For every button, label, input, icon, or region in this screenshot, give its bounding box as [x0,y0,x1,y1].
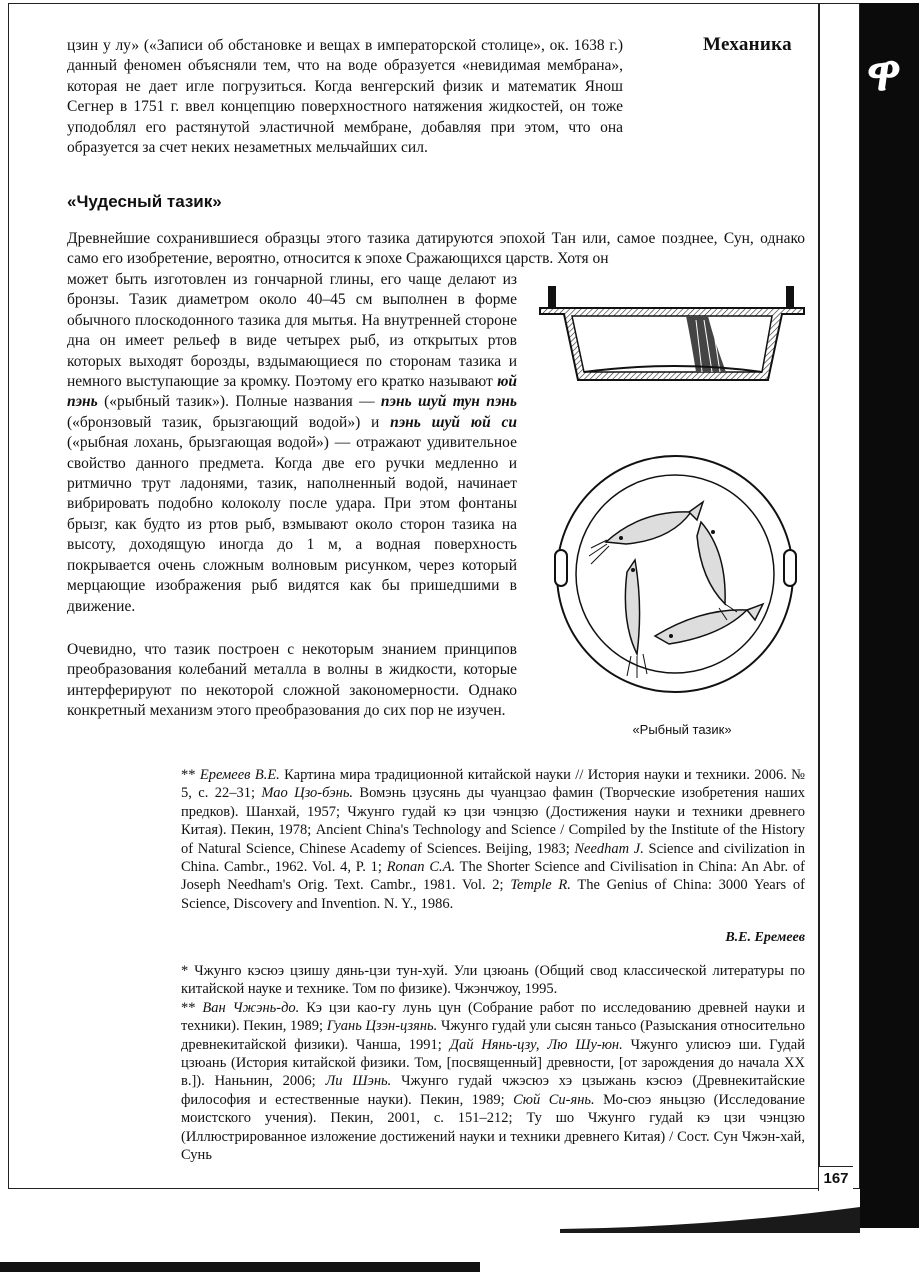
term-yu-pen: юй пэнь [67,373,517,411]
author-name: Сюй Си-янь. [513,1091,595,1108]
paragraph-conclusion: Очевидно, что тазик построен с некоторым знанием принципов преобразования колебаний металла в волны в жидкости, которые интерферируют по некоторой сложной закономерности. Однако конкретный механизм этого преобразования до сих пор не изучен. [67,641,517,720]
frame-right-rule [818,3,820,1189]
author-name: Гуань Цзэн-цзянь. [326,1018,438,1035]
author-name: Needham J. [574,840,644,857]
chapter-tab [860,3,919,1228]
text-run: Чжунго гудай чжэсюэ хэ цзыжань кэсюэ (Древнекитайские философия и естественные науки). Пекин, 1989; [181,1073,805,1108]
text-run: Картина мира традиционной китайской науки // История науки и техники. 2006. № 5, с. 22–31; [181,767,806,802]
text-run: The Genius of China: 3000 Years of Science, Discovery and Invention. N. Y., 1986. [181,877,805,912]
figure-caption: «Рыбный тазик» [632,722,732,737]
text-run: Чжунго улисюэ ши. Гудай цзюань (История китайской физики. Том, [посвященный] древности, [от зарождения до начала XX в.]). Наньнин, 2006; [181,1036,805,1090]
text-run: («бронзовый тазик, брызгающий водой») и [67,413,391,431]
scan-shadow [560,1205,860,1233]
text-run: * Чжунго кэсюэ цзишу дянь-цзи тун-хуй. Ули цзюань (Общий свод классической литературы по китайской науке и технике. Том по физике). Чжэнчжоу, 1995. [181,963,805,998]
section-title: Механика [703,34,792,55]
paragraph-dating: Древнейшие сохранившиеся образцы этого тазика датируются эпохой Тан или, самое позднее, Сун, однако само его изобретение, вероятно, относится к эпохе Сражающихся царств. Хотя он [67,230,805,268]
text-run: Вомэнь цзусянь ды чуанцзао фамин (Творческие изобретения наших предков). Шанхай, 1957; Чжунго гудай кэ цзи чэнцзю (Достижения науки и техники древнего Китая). Пекин, 1978; Ancient China's Technology and Science / Compiled by the Institute of the History of Natural Science, Chinese Academy of Sciences. Beijing, 1983; [181,785,805,857]
paragraph-description [67,270,517,617]
article-heading: «Чудесный тазик» [67,192,222,211]
text-run: ** [181,999,203,1016]
paragraph-intro: цзин у лу» («Записи об обстановке и вещах в императорской столице», ок. 1638 г.) данный феномен объясняли тем, что на воде образуется «невидимая мембрана», которая не дает игле погрузиться. Когда венгерский физик и математик Янош Сегнер в 1751 г. ввел концепцию поверхностного натяжения жидкостей, он тоже уподоблял его растянутой эластичной мембране, добавляя при этом, что она образуется за счет неких незаметных мельчайших сил. [67,37,623,157]
author-name: Мао Цзо-бэнь. [261,785,354,802]
basin-top-view-illustration [551,440,800,706]
author-name: Ван Чжэнь-до. [202,999,300,1016]
author-name: Дай Нянь-цзу, Лю Шу-юн. [449,1036,623,1053]
author-name: Temple R. [510,877,571,894]
text-run: The Shorter Science and Civilisation in China: An Abr. of Joseph Needham's Orig. Text. Cambr., 1981. Vol. 2; [181,859,806,894]
references-primary [181,766,805,913]
page-number: 167 [818,1166,853,1191]
text-run: Кэ цзи као-гу лунь цун (Собрание работ по исследованию древней науки и техники). Пекин, 1989; [181,999,805,1035]
text-run: может быть изготовлен из гончарной глины, его чаще делают из бронзы. Тазик диаметром около 40–45 см выполнен в форме обычного плоскодонного тазика для мытья. На внутренней стороне дна он имеет рельеф в виде четырех рыб, из открытых ртов которых выходят борозды, вздымающиеся по сторонам тазика и немного выступающие за кромку. Поэтому его кратко называют [67,271,517,391]
text-run: ** [181,767,200,783]
text-run: Мо-сюэ яньцзю (Исследование моистского учения). Пекин, 2001, с. 151–212; Ту шо Чжунго гудай кэ цзи чэнцзю (Иллюстрированное изложение достижений науки и техники древнего Китая) / Сост. Сун Чжэн-хай, Сунь [181,1091,805,1164]
basin-side-view-illustration [536,280,808,392]
references-secondary [181,962,805,1164]
term-pen-shui-tun-pen: пэнь шуй тун пэнь [380,393,517,411]
text-run: («рыбный тазик»). Полные названия — [97,393,381,411]
chapter-tab-glyph: ዋ [866,44,902,102]
author-name: Ли Шэнь. [325,1073,392,1090]
text-run: Science and civilization in China. Cambr., 1962. Vol. 4, P. 1; [181,840,805,876]
text-run: Чжунго гудай ули сысян таньсо (Разыскания относительно древнекитайской физики). Чанша, 1991; [181,1018,806,1053]
author-name: Ronan C.A. [386,859,456,876]
text-run: («рыбная лохань, брызгающая водой») — отражают удивительное свойство данного предмета. Когда две его ручки медленно и ритмично трут ладонями, тазик, наполненный водой, начинает вибрировать подобно колоколу после удара. При этом фонтаны брызг, как будто из ртов рыб, взмывают около сторон тазика на высоту, доходящую иногда до 1 м, а водная поверхность покрывается очень сложным волновым рисунком, через который мерцающие изображения рыб видятся как бы пришедшими в движение. [67,434,517,615]
author-name: Еремеев В.Е. [199,767,280,783]
scan-edge [0,1262,480,1272]
term-pen-shui-yu-si: пэнь шуй юй си [390,413,517,431]
author-signature: В.Е. Еремеев [725,930,805,945]
